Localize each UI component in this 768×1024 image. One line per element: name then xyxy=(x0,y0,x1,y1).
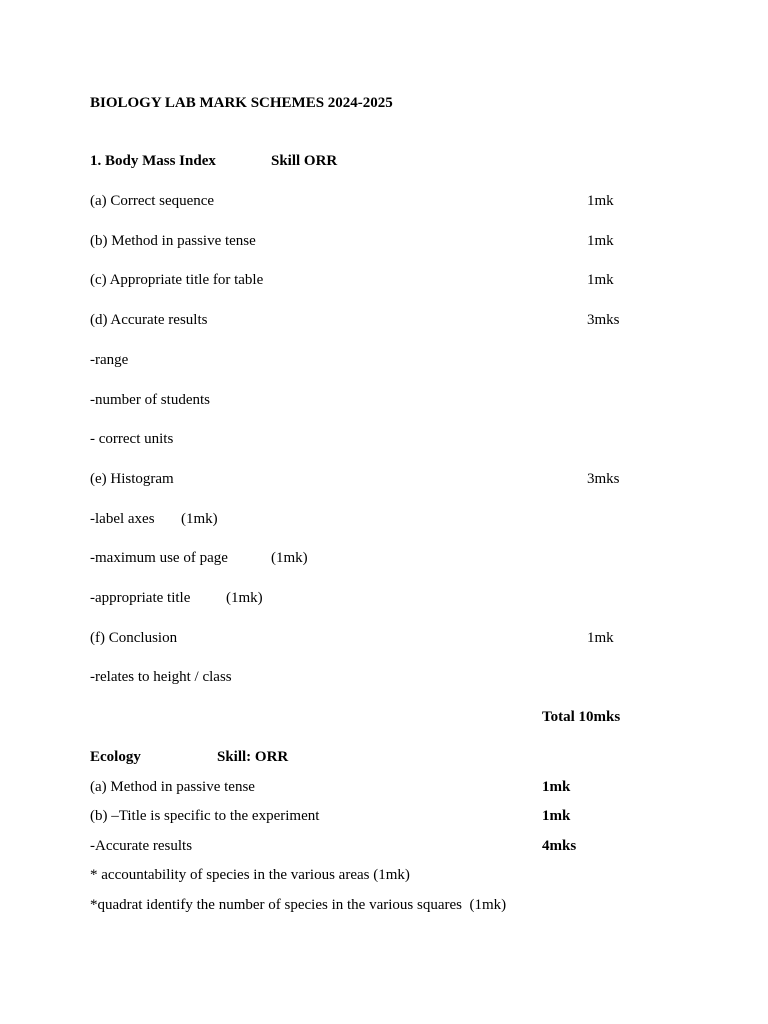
item-e-marks: 3mks xyxy=(587,471,620,487)
ecology-quadrat-line: *quadrat identify the number of species in the various squares (1mk) xyxy=(90,897,507,913)
item-c-label: (c) Appropriate title for table xyxy=(90,272,264,288)
item-a-label: (a) Correct sequence xyxy=(90,193,215,209)
item-d-marks: 3mks xyxy=(587,312,620,328)
ecology-accurate-results-marks: 4mks xyxy=(542,838,577,854)
item-f-label: (f) Conclusion xyxy=(90,630,178,646)
ecology-item-a-marks: 1mk xyxy=(542,779,571,795)
item-d-number-of-students: -number of students xyxy=(90,392,210,408)
item-d-range: -range xyxy=(90,352,129,368)
item-d-correct-units: - correct units xyxy=(90,431,174,447)
ecology-accurate-results-label: -Accurate results xyxy=(90,838,193,854)
item-b-marks: 1mk xyxy=(587,233,614,249)
section1-heading: 1. Body Mass Index xyxy=(90,153,216,169)
item-f-marks: 1mk xyxy=(587,630,614,646)
item-d-label: (d) Accurate results xyxy=(90,312,208,328)
item-e-appropriate-title-marks: (1mk) xyxy=(226,590,263,606)
item-a-marks: 1mk xyxy=(587,193,614,209)
item-c-marks: 1mk xyxy=(587,272,614,288)
item-f-relates: -relates to height / class xyxy=(90,669,232,685)
section2-heading: Ecology xyxy=(90,749,141,765)
section1-skill: Skill ORR xyxy=(271,153,338,169)
ecology-accountability-line: * accountability of species in the various areas (1mk) xyxy=(90,867,410,883)
item-e-label-axes: -label axes xyxy=(90,511,155,527)
item-e-label: (e) Histogram xyxy=(90,471,174,487)
ecology-item-b-label: (b) –Title is specific to the experiment xyxy=(90,808,320,824)
section2-skill: Skill: ORR xyxy=(217,749,289,765)
section1-total: Total 10mks xyxy=(542,709,621,725)
ecology-item-a-label: (a) Method in passive tense xyxy=(90,779,255,795)
document-title: BIOLOGY LAB MARK SCHEMES 2024-2025 xyxy=(90,95,393,111)
ecology-item-b-marks: 1mk xyxy=(542,808,571,824)
item-e-maximum-use-marks: (1mk) xyxy=(271,550,308,566)
item-e-label-axes-marks: (1mk) xyxy=(181,511,218,527)
item-b-label: (b) Method in passive tense xyxy=(90,233,256,249)
item-e-appropriate-title: -appropriate title xyxy=(90,590,191,606)
item-e-maximum-use: -maximum use of page xyxy=(90,550,228,566)
